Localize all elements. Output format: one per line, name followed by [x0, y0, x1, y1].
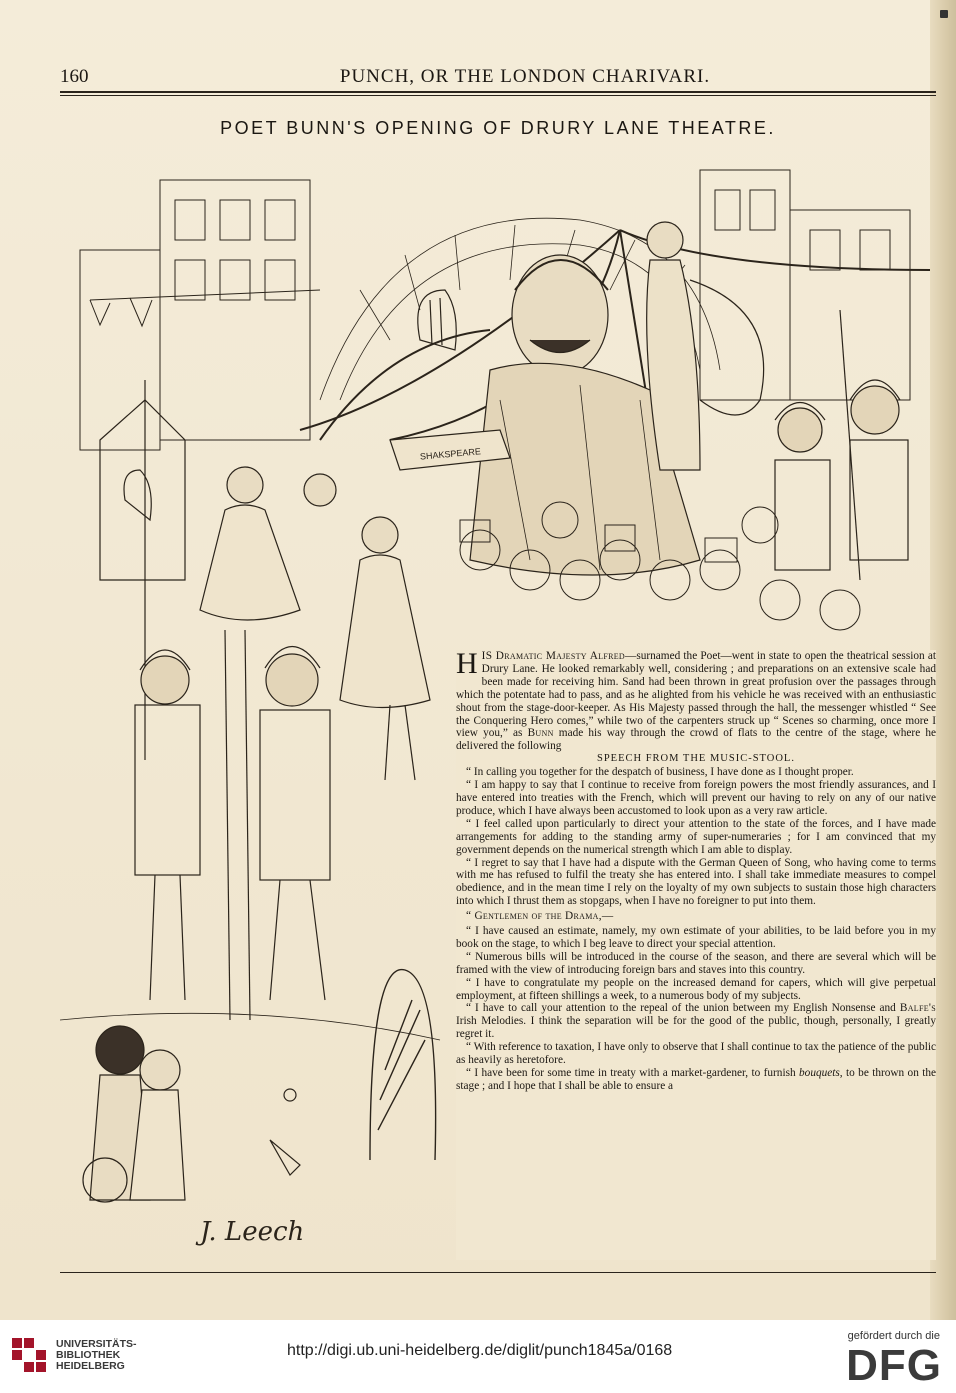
gentlemen-heading: “ Gentlemen of the Drama,—	[466, 910, 614, 923]
gardener-pre: “ I have been for some time in treaty with a market-gardener, to furnish	[466, 1067, 796, 1079]
speech-paragraph: “ Numerous bills will be introduced in the course of the season, and there are several which will be framed with the view of introducing foreign bars and staves into this country.	[456, 950, 936, 976]
speech-paragraph: “ I have to congratulate my people on the increased demand for capers, which will give perpetual employment, at fifteen shillings a week, to a numerous body of my subjects.	[456, 976, 936, 1002]
article-column	[456, 647, 937, 1260]
university-library-logo-icon	[10, 1336, 50, 1378]
thrown-bouquet	[270, 1089, 300, 1175]
header-rule-thin	[60, 95, 936, 96]
library-name-line: BIBLIOTHEK	[56, 1349, 121, 1361]
ballet-dancers	[200, 467, 430, 780]
speech-paragraph: “ I am happy to say that I continue to receive from foreign powers the most friendly assurances, and I have entered into treaties with the French, which will prevent our having to rely on any of our native produce, which I have always been accustomed to look upon as a very raw article.	[456, 779, 936, 817]
page-header	[60, 66, 934, 88]
bottom-rule	[60, 1272, 936, 1273]
cartoon-title: POET BUNN'S OPENING OF DRURY LANE THEATRE.	[220, 118, 776, 138]
dfg-logo: DFG	[846, 1341, 942, 1390]
opening-paragraph	[456, 647, 936, 753]
library-name-line: HEIDELBERG	[56, 1360, 125, 1372]
opening-end: made his way through the crowd of flats to the centre of the stage, where he delivered the following	[456, 727, 936, 753]
header-rule	[60, 91, 936, 93]
gardener-paragraph	[456, 1067, 936, 1093]
opening-text: —surnamed the Poet—went in state to open the theatrical session at Drury Lane. He looked remarkably well, considering ; and preparations on an extensive scale had been made for receiving him. Sand had been thrown in great profusion over the passages through which the potentate had to pass, and as he alighted from his vehicle he was received with an enthusiastic shout from the stage-door-keeper. As His Majesty passed through the hall, the messenger whistled “ See the Conquering Hero comes,” while two of the carpenters struck up “ Scenes so charming, once more I view you,” as	[456, 650, 936, 740]
drop-cap: H	[456, 647, 478, 680]
opening-smallcaps: IS Dramatic Majesty Alfred	[481, 650, 626, 662]
speech-title: SPEECH FROM THE MUSIC-STOOL.	[597, 753, 795, 765]
soldiers-left	[135, 630, 330, 1020]
scan-corner-mark	[940, 10, 948, 18]
library-name-line: UNIVERSITÄTS-	[56, 1338, 137, 1350]
speech-paragraph: “ I regret to say that I have had a dispute with the German Queen of Song, who having come to terms with me has refused to fulfil the treaty she has entered into. I shall take immediate measures to compel obedience, and in the mean time I rely on the loyalty of my own subjects to sustain those high characters into which I thrust them as stopgaps, when I have no foreigner to put into them.	[456, 856, 936, 908]
speech-paragraph: “ I have caused an estimate, namely, my own estimate of your abilities, to be laid before you in my book on the stage, to which I beg leave to direct your special attention.	[456, 925, 936, 950]
union-paragraph	[456, 1002, 936, 1041]
children-figures	[83, 1026, 185, 1202]
union-post: Irish Melodies. I think the separation will be for the good of the public, though, personally, I greatly regret it.	[456, 1015, 936, 1041]
digitization-footer	[0, 1320, 956, 1393]
gardener-post: to be thrown on the stage ; and I hope that I shall be able to ensure a	[456, 1067, 937, 1092]
union-pre: “ I have to call your attention to the repeal of the union between my English Nonsense and	[466, 1002, 896, 1015]
bunn-name: Bunn	[527, 727, 554, 740]
stage-trap-arch	[370, 970, 436, 1160]
speech-paragraph: “ In calling you together for the despatch of business, I have done as I thought proper.	[466, 766, 854, 779]
running-head: PUNCH, OR THE LONDON CHARIVARI.	[339, 66, 711, 87]
book-label: SHAKSPEARE	[419, 446, 482, 462]
taxation-paragraph: “ With reference to taxation, I have only to observe that I shall continue to tax the patience of the public as heavily as heretofore.	[456, 1041, 936, 1067]
bouquets-word: bouquets,	[799, 1067, 843, 1079]
library-name	[56, 1339, 137, 1372]
winged-woman-figure	[647, 222, 764, 470]
article-text	[456, 647, 937, 1093]
page-number: 160	[60, 66, 89, 87]
artist-signature: J. Leech	[200, 1217, 305, 1247]
balfe-name: Balfe's	[899, 1002, 936, 1015]
source-url-link[interactable]: http://digi.ub.uni-heidelberg.de/diglit/punch1845a/0168	[287, 1342, 673, 1359]
speech-paragraph: “ I feel called upon particularly to direct your attention to the state of the forces, and I have made arrangements for adding to the standing army of super-numeraries ; for I am convinced that my government depends on the numerical strength which I am able to display.	[456, 817, 936, 856]
soldiers-right	[775, 310, 908, 580]
funded-by-label: gefördert durch die	[847, 1330, 940, 1342]
